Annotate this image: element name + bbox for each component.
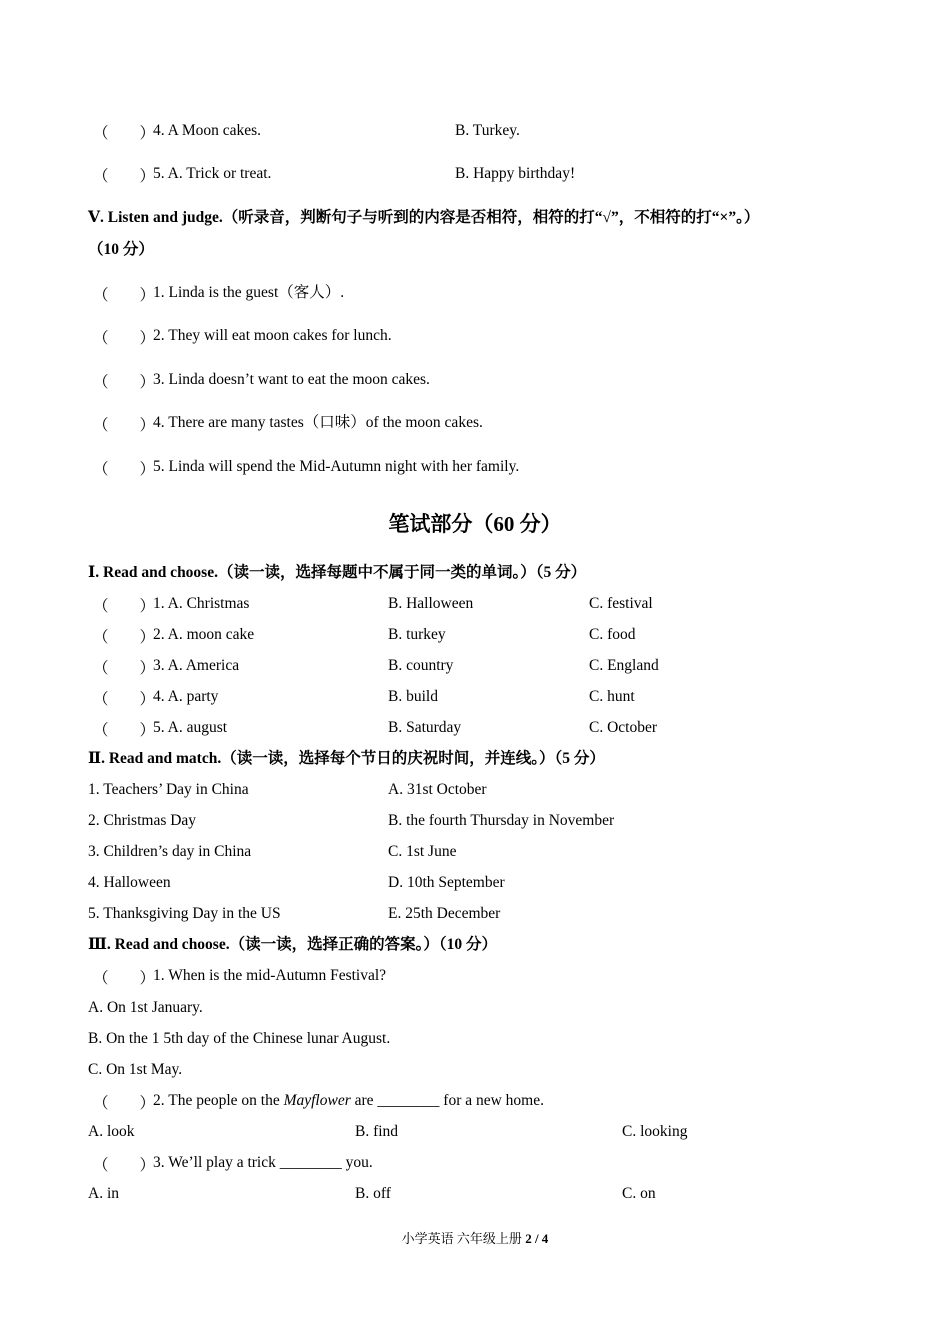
- answer-paren[interactable]: （ ）: [93, 691, 156, 708]
- option-a: A. in: [88, 1185, 119, 1202]
- option-c: C. festival: [589, 595, 653, 612]
- section-heading-read-choose-1: Ⅰ. Read and choose.（读一读，选择每题中不属于同一类的单词。）（5 分）: [88, 564, 587, 581]
- question-text-pre: 2. The people on the: [153, 1092, 284, 1109]
- option-c: C. looking: [622, 1123, 688, 1140]
- question-text-post: are ________ for a new home.: [350, 1092, 544, 1109]
- judge-item: 4. There are many tastes（口味）of the moon cakes.: [153, 414, 483, 431]
- judge-item: 3. Linda doesn’t want to eat the moon cakes.: [153, 371, 430, 388]
- option-c: C. food: [589, 626, 636, 643]
- option-c: C. England: [589, 657, 659, 674]
- option-a: A. look: [88, 1123, 135, 1140]
- option-a: 1. A. Christmas: [153, 595, 250, 612]
- option-a: 3. A. America: [153, 657, 240, 674]
- ship-name: Mayflower: [283, 1092, 351, 1109]
- match-left[interactable]: 1. Teachers’ Day in China: [88, 781, 249, 798]
- section-heading-listen-judge: Ⅴ. Listen and judge.（听录音，判断句子与听到的内容是否相符，相符的打“√”，不相符的打“×”。）: [88, 209, 760, 226]
- answer-paren[interactable]: （ ）: [93, 629, 156, 646]
- option-b: B. On the 1 5th day of the Chinese lunar August.: [88, 1030, 391, 1047]
- option-b: B. Turkey.: [455, 122, 520, 139]
- answer-paren[interactable]: （ ）: [93, 722, 156, 739]
- option-b: B. Halloween: [388, 595, 474, 612]
- match-right[interactable]: A. 31st October: [388, 781, 487, 798]
- match-left[interactable]: 4. Halloween: [88, 874, 171, 891]
- option-b: B. Saturday: [388, 719, 462, 736]
- option-c: C. on: [622, 1185, 656, 1202]
- option-b: B. build: [388, 688, 438, 705]
- match-right[interactable]: C. 1st June: [388, 843, 457, 860]
- answer-paren[interactable]: （ ）: [93, 287, 156, 304]
- option-b: B. find: [355, 1123, 399, 1140]
- question-text: 1. When is the mid-Autumn Festival?: [153, 967, 387, 984]
- match-right[interactable]: B. the fourth Thursday in November: [388, 812, 615, 829]
- match-left[interactable]: 2. Christmas Day: [88, 812, 197, 829]
- judge-item: 5. Linda will spend the Mid-Autumn night with her family.: [153, 458, 520, 475]
- question-text: [153, 1091, 544, 1111]
- section-points: （10 分）: [88, 241, 154, 258]
- answer-paren[interactable]: （ ）: [93, 461, 156, 478]
- question-text: 5. A. Trick or treat.: [153, 165, 272, 182]
- answer-paren[interactable]: （ ）: [93, 660, 156, 677]
- answer-paren[interactable]: （ ）: [93, 970, 156, 987]
- option-a: 4. A. party: [153, 688, 219, 705]
- option-c: C. hunt: [589, 688, 635, 705]
- option-c: C. October: [589, 719, 658, 736]
- option-b: B. Happy birthday!: [455, 165, 576, 182]
- page-footer: [0, 1228, 950, 1247]
- question-text: 4. A Moon cakes.: [153, 122, 262, 139]
- option-b: B. turkey: [388, 626, 446, 643]
- judge-item: 2. They will eat moon cakes for lunch.: [153, 327, 392, 344]
- answer-paren[interactable]: （ ）: [93, 598, 156, 615]
- section-heading-read-match: Ⅱ. Read and match.（读一读，选择每个节日的庆祝时间，并连线。）（5 分）: [88, 750, 605, 767]
- answer-paren[interactable]: （ ）: [93, 374, 156, 391]
- option-b: B. country: [388, 657, 454, 674]
- section-heading-read-choose-3: Ⅲ. Read and choose.（读一读，选择正确的答案。）（10 分）: [88, 936, 497, 953]
- answer-paren[interactable]: （ ）: [93, 1157, 156, 1174]
- option-a: A. On 1st January.: [88, 999, 203, 1016]
- page-number: 2 / 4: [525, 1231, 549, 1246]
- written-part-title: 笔试部分（60 分）: [388, 512, 562, 536]
- question-text: 3. We’ll play a trick ________ you.: [153, 1154, 373, 1171]
- answer-paren[interactable]: （ ）: [93, 417, 156, 434]
- answer-paren[interactable]: （ ）: [93, 330, 156, 347]
- answer-paren[interactable]: （ ）: [93, 168, 156, 185]
- option-a: 2. A. moon cake: [153, 626, 255, 643]
- judge-item: 1. Linda is the guest（客人）.: [153, 284, 345, 301]
- match-left[interactable]: 3. Children’s day in China: [88, 843, 252, 860]
- answer-paren[interactable]: （ ）: [93, 125, 156, 142]
- option-c: C. On 1st May.: [88, 1061, 183, 1078]
- match-left[interactable]: 5. Thanksgiving Day in the US: [88, 905, 281, 922]
- match-right[interactable]: D. 10th September: [388, 874, 505, 891]
- option-b: B. off: [355, 1185, 391, 1202]
- match-right[interactable]: E. 25th December: [388, 905, 501, 922]
- answer-paren[interactable]: （ ）: [93, 1095, 156, 1112]
- footer-text: 小学英语 六年级上册: [401, 1231, 526, 1246]
- option-a: 5. A. august: [153, 719, 228, 736]
